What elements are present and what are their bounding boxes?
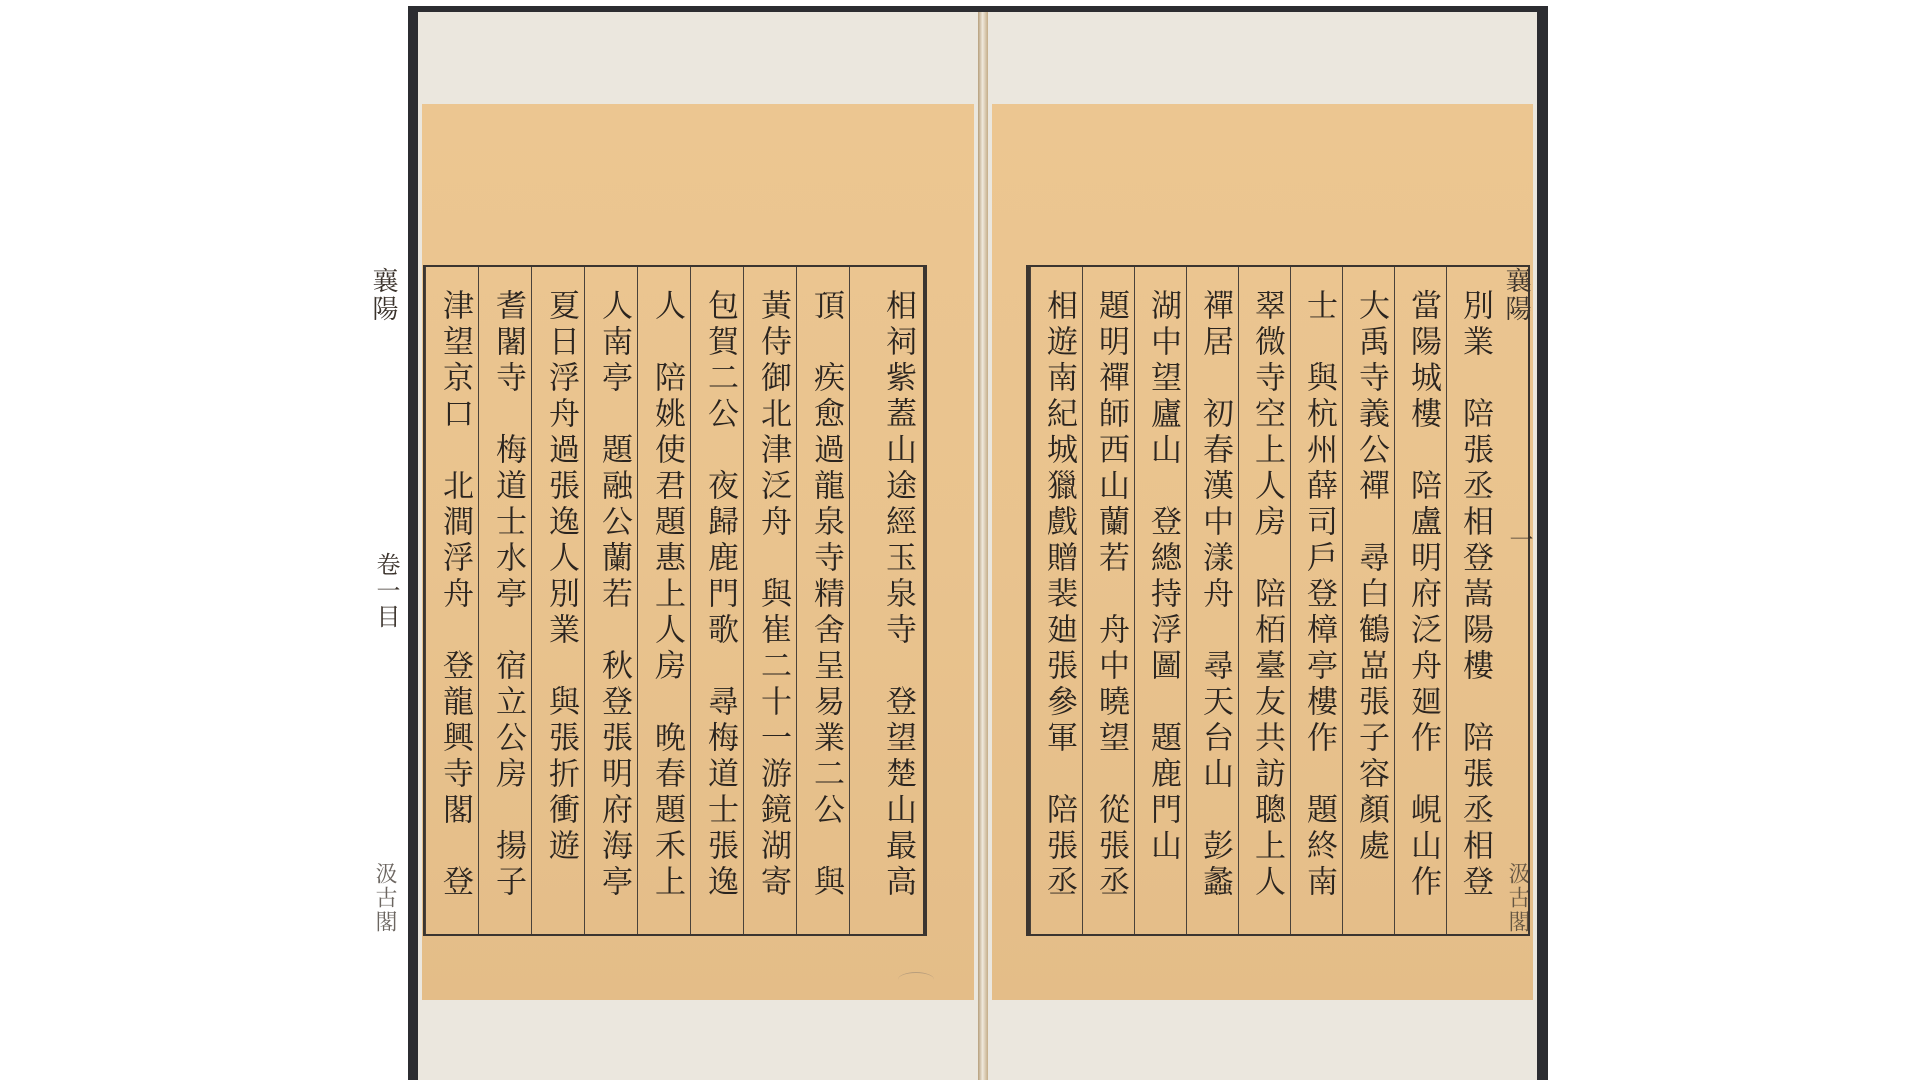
left-col-3: 黃侍御北津泛舟 與崔二十一游鏡湖寄 — [743, 267, 796, 934]
right-col-5: 翠微寺空上人房 陪栢臺友共訪聰上人 — [1238, 267, 1290, 934]
left-col-5: 人 陪姚使君題惠上人房 晚春題禾上 — [637, 267, 690, 934]
left-col-4: 包賀二公 夜歸鹿門歌 尋梅道士張逸 — [690, 267, 743, 934]
left-col-8: 耆闍寺 梅道士水亭 宿立公房 揚子 — [478, 267, 531, 934]
right-col-7: 湖中望廬山 登總持浮圖 題鹿門山 — [1134, 267, 1186, 934]
fold-label: 卷一目 — [372, 552, 400, 630]
book-gutter — [978, 12, 988, 1080]
paper-smudge — [898, 972, 934, 987]
right-col-1: 別業 陪張丞相登嵩陽樓 陪張丞相登 — [1446, 267, 1498, 934]
right-col-9: 相遊南紀城獵戲贈裴廸張參軍 陪張丞 — [1030, 267, 1082, 934]
title-slip: 襄陽 — [368, 267, 398, 323]
right-text-frame — [1026, 265, 1533, 936]
right-col-4: 士 與杭州薛司戶登樟亭樓作 題終南 — [1290, 267, 1342, 934]
right-fold-heart — [1498, 267, 1534, 934]
left-col-2: 頂 疾愈過龍泉寺精舍呈易業二公 與 — [796, 267, 849, 934]
left-col-9: 津望京口 北澗浮舟 登龍興寺閣 登 — [425, 267, 478, 934]
left-fold-heart — [365, 267, 407, 934]
left-col-6: 人南亭 題融公蘭若 秋登張明府海亭 — [584, 267, 637, 934]
right-heart-publisher: 汲古閣 — [1505, 862, 1530, 934]
right-col-6: 禪居 初春漢中漾舟 尋天台山 彭蠡 — [1186, 267, 1238, 934]
left-heart-publisher: 汲古閣 — [372, 862, 397, 934]
right-col-3: 大禹寺義公禪 尋白鶴嵓張子容顏處 — [1342, 267, 1394, 934]
left-col-1: 相祠紫蓋山途經玉泉寺 登望楚山最高 — [849, 267, 921, 934]
right-col-2: 當陽城樓 陪盧明府泛舟廻作 峴山作 — [1394, 267, 1446, 934]
left-col-7: 夏日浮舟過張逸人別業 與張折衝遊 — [531, 267, 584, 934]
page-number: 一 — [1505, 527, 1533, 553]
right-col-8: 題明禪師西山蘭若 舟中曉望 從張丞 — [1082, 267, 1134, 934]
left-text-frame — [368, 265, 927, 936]
right-heart-title: 襄陽 — [1501, 267, 1531, 323]
